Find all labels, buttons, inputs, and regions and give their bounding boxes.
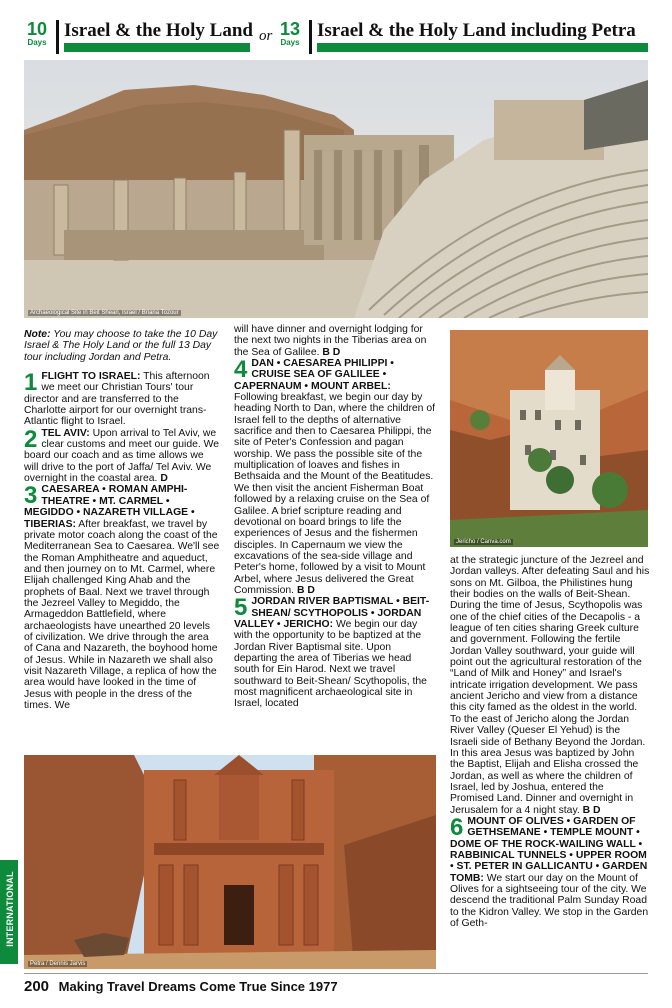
beit-shean-photo [24, 60, 648, 318]
day-6-number: 6 [450, 813, 464, 841]
section-side-tab-label: INTERNATIONAL [5, 871, 15, 947]
petra-photo-caption: Petra / Dennis Jarvis [30, 961, 86, 967]
tour-note [24, 329, 220, 363]
right-days-number: 13 [279, 19, 301, 39]
day-4-number: 4 [234, 356, 248, 384]
note-label: Note: [24, 329, 51, 340]
itinerary-day-1 [24, 371, 220, 428]
beit-shean-photo-caption: Archaeological Site in Beit Shean, Israel / Briana Tozour [30, 310, 179, 316]
left-days-badge [22, 20, 52, 47]
itinerary-day-5 [234, 596, 436, 709]
day-3-cont-text: will have dinner and overnight lodging for the next two nights in the Tiberias area on the Sea of Galilee. [234, 324, 427, 358]
day-2-text: Upon arrival to Tel Aviv, we clear customs and meet our guide. We board our coach and as time allows we will drive to the port of Jaffa/ Tel Aviv. We overnight in the coastal area. [24, 427, 220, 485]
note-text: You may choose to take the 10 Day Israel & The Holy Land or the full 13 Day tour including Jordan and Petra. [24, 329, 218, 363]
column-1 [24, 329, 220, 711]
jericho-photo [450, 330, 648, 547]
right-days-label: Days [280, 38, 300, 47]
right-title-divider [309, 20, 312, 54]
page-header [0, 0, 672, 60]
day-2-heading: TEL AVIV: [41, 427, 90, 439]
day-6-heading: MOUNT OF OLIVES • GARDEN OF GETHSEMANE • TEMPLE MOUNT • DOME OF THE ROCK-WAILING WALL • RABBINICAL TUNNELS • UPPER ROOM • ST. PETER IN GALLICANTU • GARDEN TOMB: [450, 815, 648, 884]
jericho-photo-caption: Jericho / Canva.com [456, 539, 511, 545]
petra-illustration [24, 755, 436, 969]
day-3-continuation [234, 324, 436, 358]
day-1-text: This afternoon we meet our Christian Tours' tour director and are transferred to the Charlotte airport for our overnight trans-Atlantic flight to Israel. [24, 371, 210, 428]
page-number: 200 [24, 978, 50, 995]
day-1-number: 1 [24, 369, 38, 397]
itinerary-day-6 [450, 813, 650, 929]
jericho-illustration [450, 330, 648, 547]
day-5-text: We begin our day with the opportunity to be baptized at the Jordan River Baptismal site. Upon departing the area of Tiberias we head south for Ein Harod. Next we travel southward to Beit-Shean/ Scythopolis, the most magnificent archaeological site in Israel, located [234, 618, 427, 710]
day-5-cont-text: at the strategic juncture of the Jezreel and Jordan valleys. After defeating Saul and his sons on Mt. Gilboa, the Philistines hung their bodies on the walls of Beit-Shean. During the time of Jesus, Scythopolis was one of the chief cities of the Decapolis - a league of ten cities sharing Greek culture and government. Following the fertile Jordan Valley southward, your guide will point out the agricultural restoration of the “Land of Milk and Honey” and Israel's intricate irrigation development. We pass ancient Jericho and view from a distance this city famed as the oldest in the world. To the east of Jericho along the Jordan River Valley (Queser El Yehud) is the Israeli side of Bethany Beyond the Jordan. In this area Jesus was baptized by John the Baptist, Elijah and Elisha crossed the Jordan, as well as where the children of Israel, led by Joshua, entered the Promised Land. Dinner and overnight in Jerusalem for a 4 night stay. [450, 555, 650, 816]
day-2-meals: D [160, 473, 168, 485]
day-2-number: 2 [24, 425, 38, 453]
day-4-meals: B D [296, 584, 315, 596]
day-6-text: We start our day on the Mount of Olives for a sightseeing tour of the city. We descend the traditional Palm Sunday Road to the Kidron Valley. We stop in the Garden of Geth- [450, 872, 649, 929]
itinerary-day-4 [234, 358, 436, 596]
day-5-number: 5 [234, 594, 248, 622]
page-footer [24, 978, 338, 995]
itinerary-day-2 [24, 425, 220, 485]
left-tour-title: Israel & the Holy Land [64, 20, 253, 41]
footer-tagline: Making Travel Dreams Come True Since 1977 [58, 979, 338, 994]
right-days-badge [275, 20, 305, 47]
petra-photo [24, 755, 436, 969]
day-5-continuation [450, 555, 650, 816]
left-title-underline [64, 43, 250, 52]
right-title-underline [317, 43, 648, 52]
itinerary-day-3 [24, 484, 220, 711]
or-separator: or [259, 28, 273, 44]
day-3-number: 3 [24, 482, 38, 510]
beit-shean-illustration [24, 60, 648, 318]
section-side-tab [0, 860, 18, 964]
day-3-text: After breakfast, we travel by private motor coach along the coast of the Mediterranean Sea to Caesarea. We'll see the Roman Amphitheatre and aqueduct, and then journey on to Mt. Carmel, where Elijah challenged King Ahab and the prophets of Baal. Next we travel through the Jezreel Valley to Megiddo, the Armageddon Battlefield, where archaeologists have unearthed 20 levels of civilization. We drive through the area of Cana and Nazareth, the boyhood home of Jesus. While in Nazareth we shall also visit Nazareth Village, a replica of how the area would have looked in the time of Jesus with people in the dress of the times. We [24, 518, 220, 711]
left-title-divider [56, 20, 59, 54]
column-3 [450, 555, 650, 929]
column-2 [234, 324, 436, 710]
day-1-heading: FLIGHT TO ISRAEL: [41, 371, 141, 383]
day-5-heading: JORDAN RIVER BAPTISMAL • BEIT-SHEAN/ SCYTHOPOLIS • JORDAN VALLEY • JERICHO: [234, 596, 430, 630]
day-3-heading: CAESAREA • ROMAN AMPHI-THEATRE • MT. CARMEL • MEGIDDO • NAZARETH VILLAGE • TIBERIAS: [24, 484, 195, 530]
day-5-meals: B D [582, 804, 601, 816]
footer-rule [24, 973, 648, 974]
right-tour-title: Israel & the Holy Land including Petra [317, 20, 636, 41]
left-days-number: 10 [26, 19, 48, 39]
day-4-heading: DAN • CAESAREA PHILIPPI • CRUISE SEA OF GALILEE • CAPERNAUM • MOUNT ARBEL: [234, 358, 394, 392]
left-days-label: Days [27, 38, 47, 47]
day-3-meals: B D [322, 346, 341, 358]
day-4-text: Following breakfast, we begin our day by heading North to Dan, where the children of Israel fell to the depths of alternative sacrifice and then to Caesarea Philippi, the site of Peter's Confession and pagan worship. We pass the possible site of the multiplication of loaves and fishes in Bethsaida and the Mount of the Beatitudes. We then visit the ancient Fisherman Boat followed by a relaxing cruise on the Sea of Galilee. A brief scripture reading and devotional on board brings to life the experiences of Jesus and the fishermen disciples. In Capernaum we view the excavations of the sea-side village and Peter's home, followed by a visit to Mount Arbel, where Jesus delivered the Great Commission. [234, 392, 436, 596]
